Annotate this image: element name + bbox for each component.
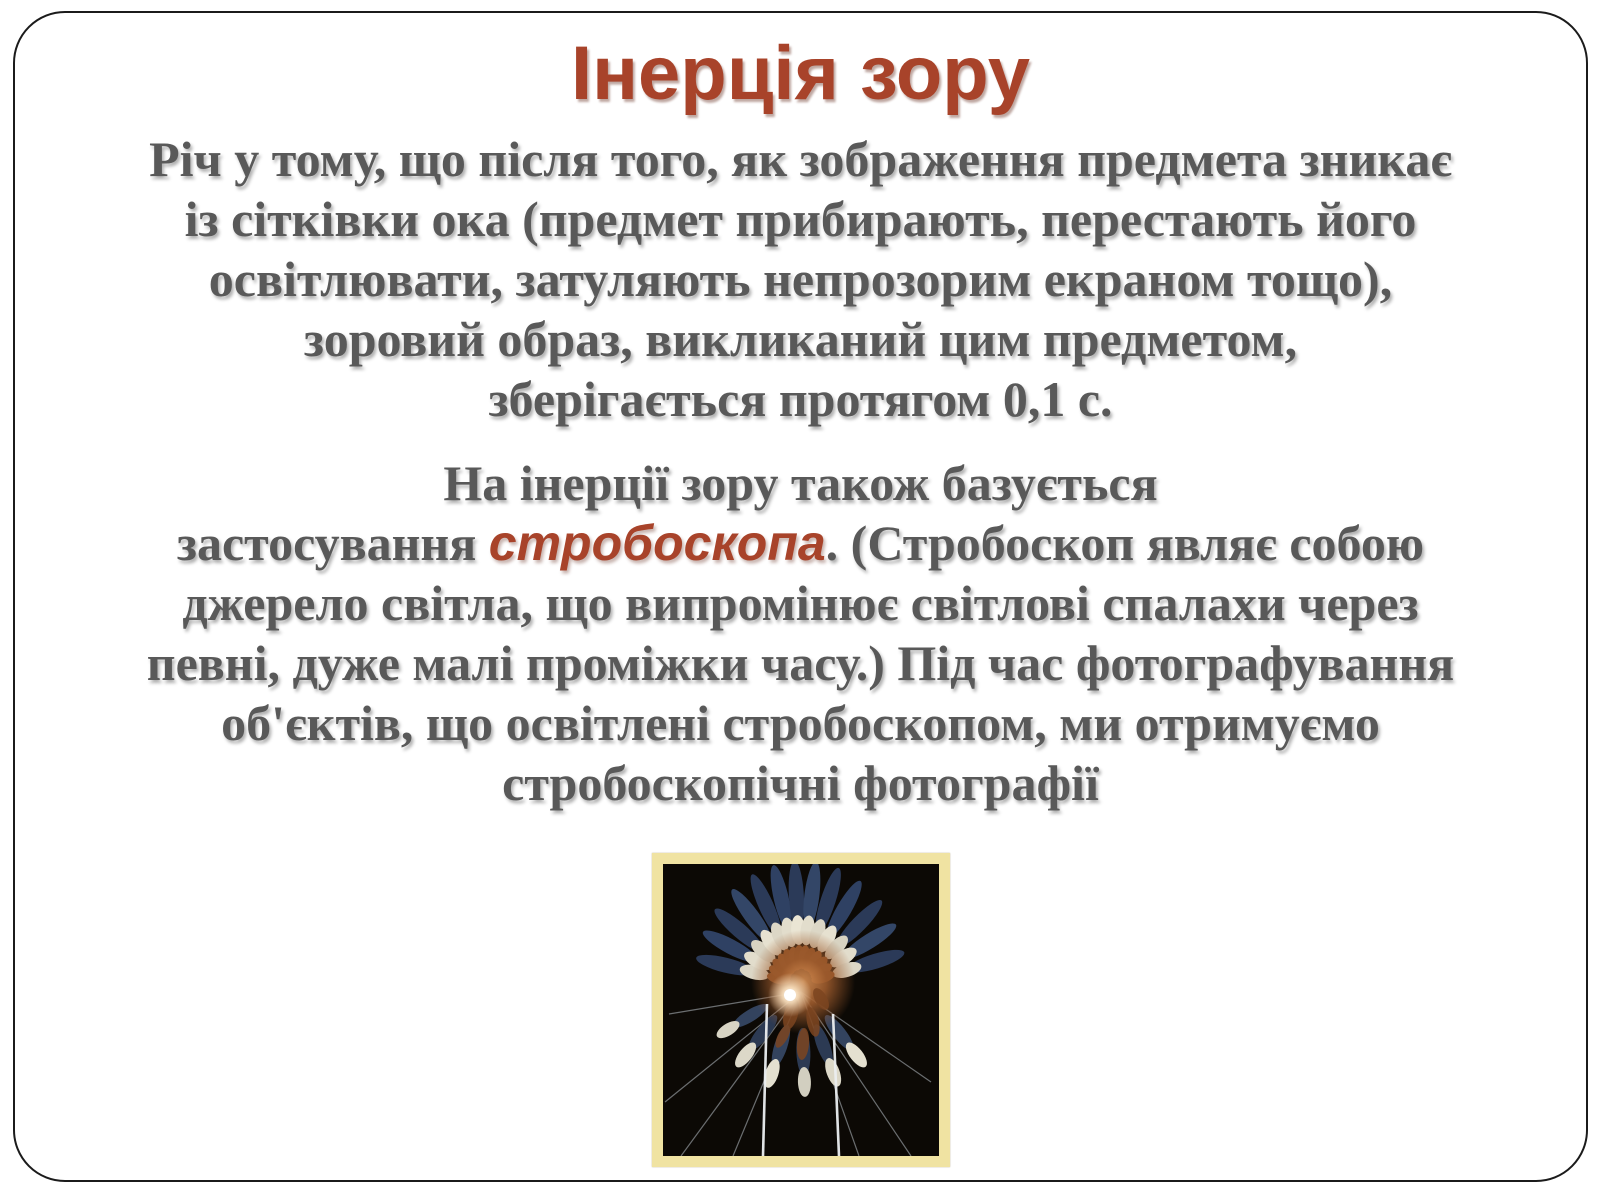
paragraph-line: стробоскопічні фотографії (502, 755, 1099, 811)
paragraph-line: освітлювати, затуляють непрозорим екраном тощо), (208, 251, 1393, 307)
photo-frame (652, 853, 950, 1167)
slide-title: Інерція зору (570, 31, 1030, 116)
paragraph-line: об'єктів, що освітлені стробоскопом, ми отримуємо (221, 695, 1380, 751)
paragraph-line: На інерції зору також базується (443, 455, 1158, 511)
paragraph-line: джерело світла, що випромінює світлові спалахи через (182, 575, 1419, 631)
presentation-slide (13, 11, 1588, 1182)
paragraph-line: зоровий образ, викликаний цим предметом, (303, 311, 1298, 367)
paragraph-line: із сітківки ока (предмет прибирають, перестають його (184, 191, 1417, 247)
text-before-highlight: застосування (176, 515, 489, 571)
paragraph-stroboscope (15, 453, 1586, 813)
paragraph-persistence-of-vision (15, 129, 1586, 429)
stroboscopic-photo (663, 864, 939, 1156)
text-after-highlight: . (Стробоскоп являє собою (825, 515, 1425, 571)
highlighted-term-stroboscope: стробоскопа (488, 515, 826, 571)
paragraph-line: певні, дуже малі проміжки часу.) Під час фотографування (146, 635, 1455, 691)
paragraph-line: зберігається протягом 0,1 с. (488, 371, 1113, 427)
paragraph-line: Річ у тому, що після того, як зображення предмета зникає (149, 131, 1452, 187)
paragraph-line-with-highlight (15, 513, 1586, 573)
